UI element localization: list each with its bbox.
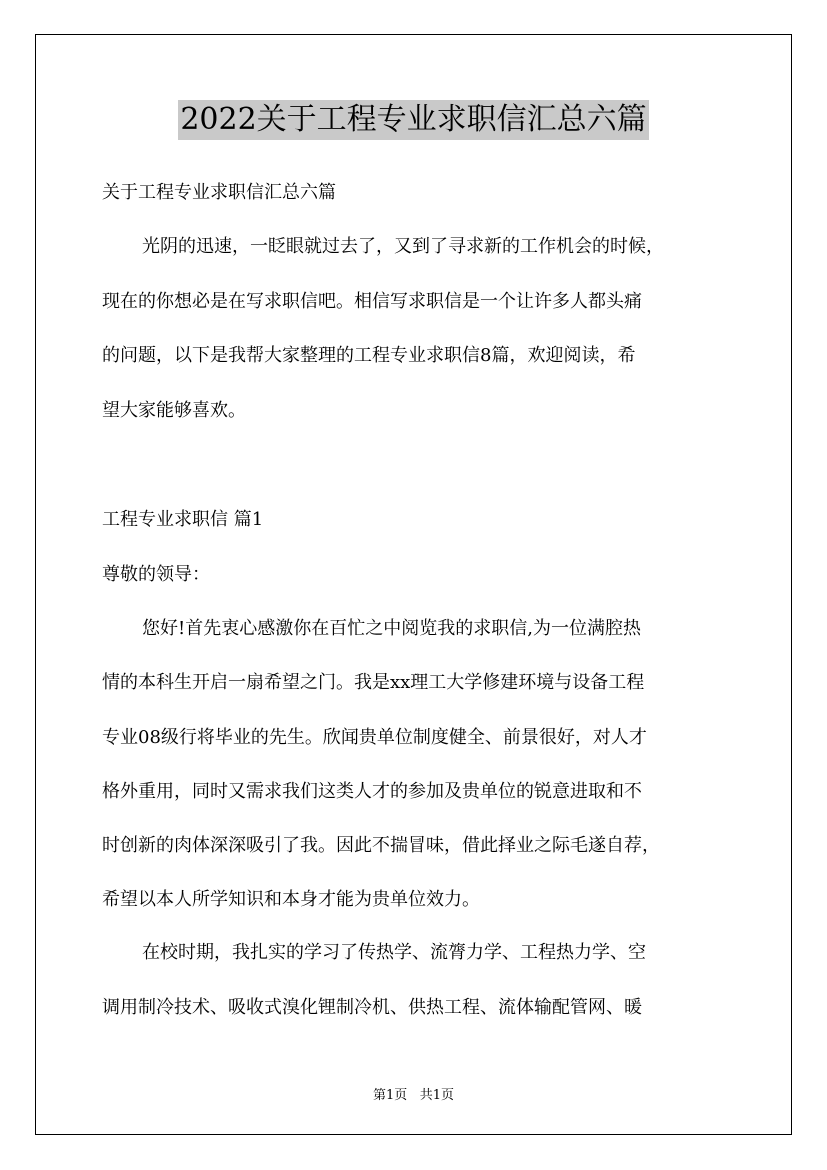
paragraph-line: 您好!首先衷心感激你在百忙之中阅览我的求职信,为一位满腔热 — [142, 618, 641, 639]
paragraph-line: 情的本科生开启一扇希望之门。我是xx理工大学修建环境与设备工程 — [102, 672, 645, 693]
paragraph-line: 格外重用，同时又需求我们这类人才的参加及贵单位的锐意进取和不 — [102, 781, 642, 802]
section-heading: 工程专业求职信 篇1 — [102, 509, 264, 530]
paragraph-line: 调用制冷技术、吸收式溴化锂制冷机、供热工程、流体输配管网、暖 — [102, 997, 642, 1018]
paragraph-line: 专业08级行将毕业的先生。欣闻贵单位制度健全、前景很好，对人才 — [102, 727, 647, 748]
intro-line: 现在的你想必是在写求职信吧。相信写求职信是一个让许多人都头痛 — [102, 291, 642, 312]
intro-line: 的问题，以下是我帮大家整理的工程专业求职信8篇，欢迎阅读，希 — [102, 345, 636, 366]
paragraph-line: 希望以本人所学知识和本身才能为贵单位效力。 — [102, 889, 480, 910]
page-total: 共1页 — [419, 1088, 454, 1103]
page-number: 第1页 — [373, 1088, 408, 1103]
document-title: 2022关于工程专业求职信汇总六篇 — [178, 100, 648, 140]
title-container — [0, 100, 827, 140]
salutation: 尊敬的领导： — [102, 564, 210, 585]
paragraph-line: 时创新的肉体深深吸引了我。因此不揣冒味，借此择业之际毛遂自荐， — [102, 835, 660, 856]
intro-line: 光阴的迅速，一眨眼就过去了，又到了寻求新的工作机会的时候， — [142, 236, 664, 257]
page-footer — [0, 1084, 827, 1103]
paragraph-line: 在校时期，我扎实的学习了传热学、流膂力学、工程热力学、空 — [142, 942, 646, 963]
subtitle: 关于工程专业求职信汇总六篇 — [102, 182, 336, 203]
intro-line: 望大家能够喜欢。 — [102, 400, 246, 421]
